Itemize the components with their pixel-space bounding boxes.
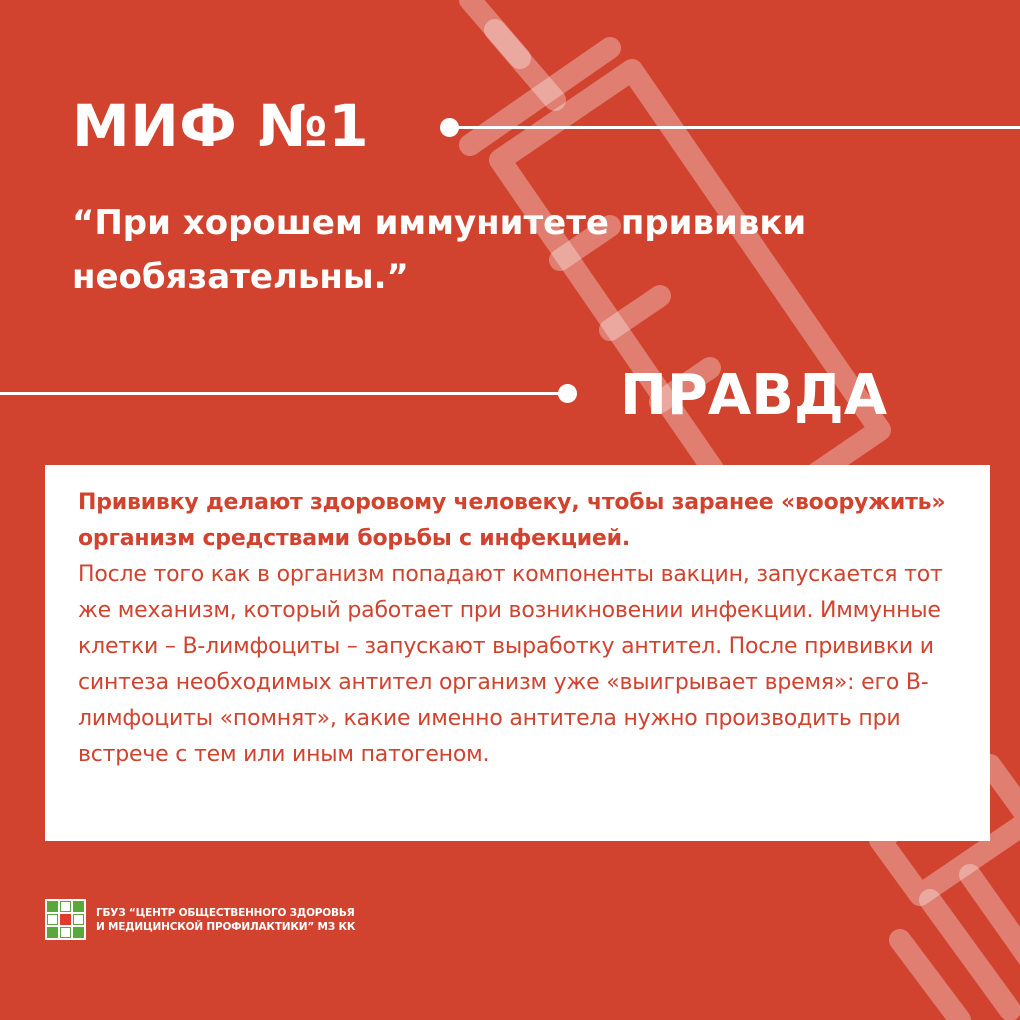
myth-quote: “При хорошем иммунитете прививки необязательны.”	[72, 203, 807, 297]
organization-name-line1: ГБУЗ “ЦЕНТР ОБЩЕСТВЕННОГО ЗДОРОВЬЯ	[96, 906, 355, 919]
divider-dot-top	[440, 118, 459, 137]
organization-name	[96, 906, 355, 934]
divider-dot-middle	[558, 384, 577, 403]
truth-lead-text: Прививку делают здоровому человеку, чтобы заранее «вооружить» организм средствами борьбы с инфекцией.	[78, 490, 946, 551]
footer	[45, 899, 355, 940]
truth-title: ПРАВДА	[620, 363, 888, 428]
truth-card	[45, 465, 990, 841]
divider-line-middle	[0, 392, 568, 395]
organization-name-line2: И МЕДИЦИНСКОЙ ПРОФИЛАКТИКИ” МЗ КК	[96, 920, 356, 933]
truth-body-text: После того как в организм попадают компоненты вакцин, запускается тот же механизм, который работает при возникновении инфекции. Иммунные клетки – В-лимфоциты – запускают выработку антител. После прививки и синтеза необходимых антител организм уже «выигрывает время»: его В-лимфоциты «помнят», какие именно антитела нужно производить при встрече с тем или иным патогеном.	[78, 562, 943, 767]
divider-line-top	[452, 126, 1020, 129]
organization-logo-icon	[45, 899, 86, 940]
myth-title: МИФ №1	[72, 92, 370, 160]
